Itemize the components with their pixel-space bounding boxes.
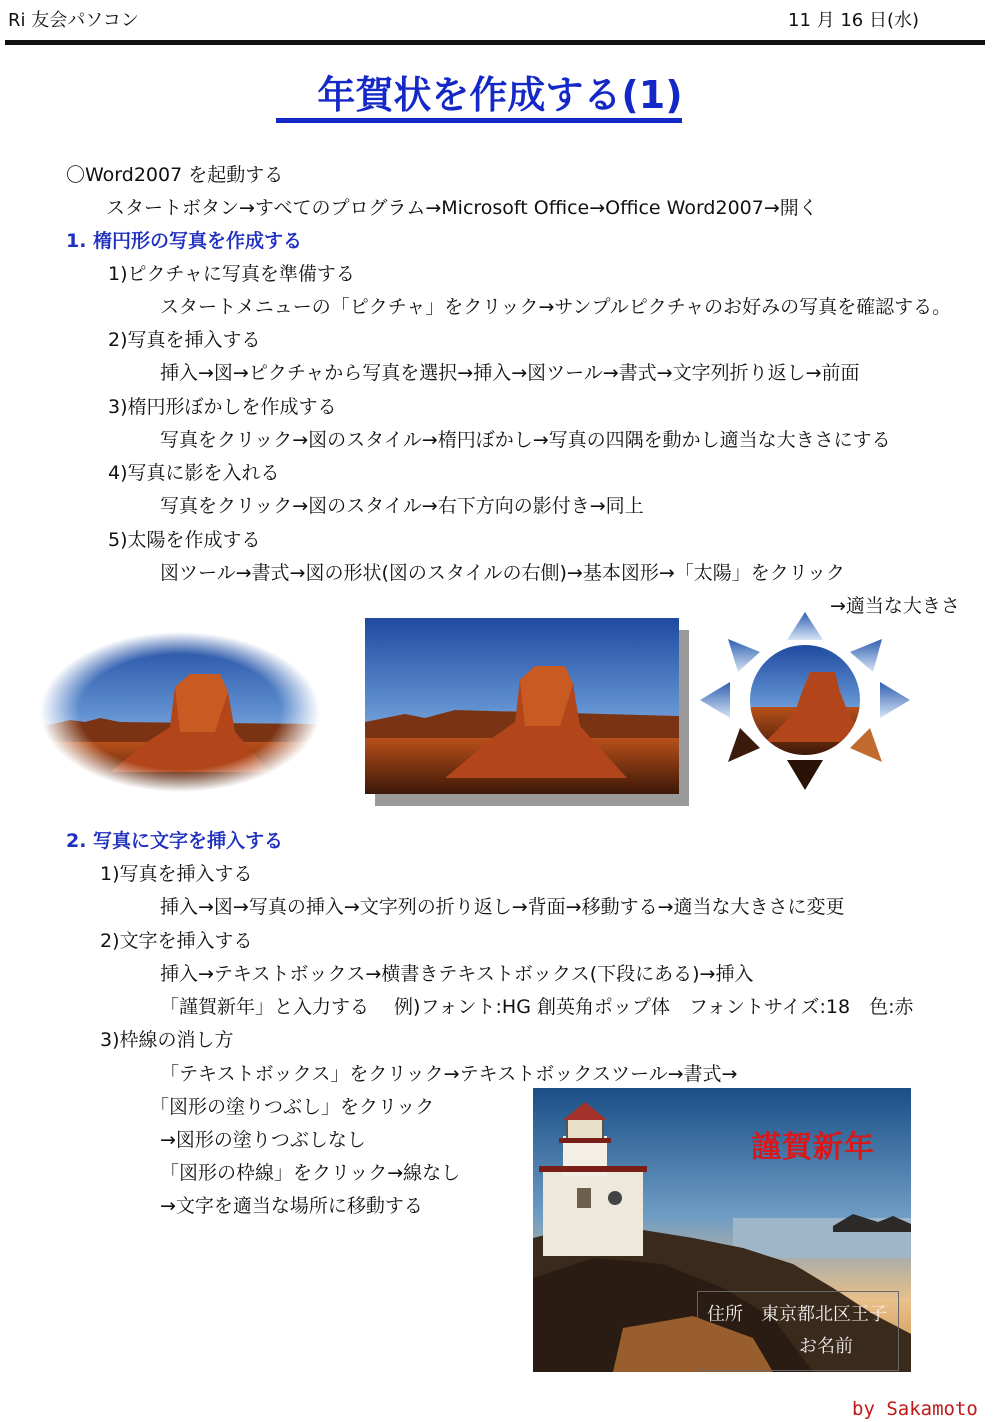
s1-step-5-detail-2: →適当な大きさ [830, 595, 960, 617]
s2-step-2-label: 2)文字を挿入する [100, 930, 253, 952]
section-2-heading: 2. 写真に文字を挿入する [66, 830, 284, 852]
oval-photo-example [40, 632, 320, 792]
intro-line-2: スタートボタン→すべてのプログラム→Microsoft Office→Office Word2007→開く [106, 197, 818, 219]
sun-photo-example [700, 612, 910, 790]
s1-step-5-label: 5)太陽を作成する [108, 529, 261, 551]
author-byline: by Sakamoto [852, 1398, 978, 1420]
s1-step-3-detail: 写真をクリック→図のスタイル→楕円ぼかし→写真の四隅を動かし適当な大きさにする [160, 429, 891, 451]
new-year-card [533, 1088, 911, 1372]
s1-step-2-detail: 挿入→図→ピクチャから写真を選択→挿入→図ツール→書式→文字列折り返し→前面 [160, 362, 860, 384]
card-address: 住所 東京都北区王子 [707, 1304, 887, 1325]
card-name: お名前 [799, 1336, 853, 1357]
s2-step-3-line-5: →文字を適当な場所に移動する [160, 1195, 423, 1217]
s1-step-1-label: 1)ピクチャに写真を準備する [108, 263, 355, 285]
s2-step-1-detail: 挿入→図→写真の挿入→文字列の折り返し→背面→移動する→適当な大きさに変更 [160, 896, 845, 918]
s1-step-2-label: 2)写真を挿入する [108, 329, 261, 351]
header-date: 11 月 16 日(水) [788, 10, 920, 31]
s1-step-4-detail: 写真をクリック→図のスタイル→右下方向の影付き→同上 [160, 495, 644, 517]
s1-step-5-detail: 図ツール→書式→図の形状(図のスタイルの右側)→基本図形→「太陽」をクリック [160, 562, 845, 584]
s2-step-3-line-4: 「図形の枠線」をクリック→線なし [160, 1162, 461, 1184]
card-greeting: 謹賀新年 [751, 1130, 875, 1165]
s1-step-4-label: 4)写真に影を入れる [108, 462, 280, 484]
s2-step-1-label: 1)写真を挿入する [100, 863, 253, 885]
section-1-heading: 1. 楕円形の写真を作成する [66, 230, 303, 252]
header-rule [5, 40, 985, 45]
s2-step-3-line-2: 「図形の塗りつぶし」をクリック [150, 1096, 435, 1118]
intro-line-1: 〇Word2007 を起動する [66, 164, 284, 186]
header-left: Ri 友会パソコン [8, 10, 139, 31]
title-underline [276, 118, 682, 123]
page-title: 年賀状を作成する(1) [317, 73, 683, 117]
s2-step-3-line-3: →図形の塗りつぶしなし [160, 1129, 366, 1151]
s2-step-2-detail-2: 「謹賀新年」と入力する 例)フォント:HG 創英角ポップ体 フォントサイズ:18 色:赤 [160, 996, 914, 1018]
s2-step-3-line-1: 「テキストボックス」をクリック→テキストボックスツール→書式→ [160, 1063, 738, 1085]
s2-step-2-detail: 挿入→テキストボックス→横書きテキストボックス(下段にある)→挿入 [160, 963, 754, 985]
example-images [40, 612, 990, 822]
s1-step-3-label: 3)楕円形ぼかしを作成する [108, 396, 337, 418]
s1-step-1-detail: スタートメニューの「ピクチャ」をクリック→サンプルピクチャのお好みの写真を確認する。 [160, 296, 952, 318]
s2-step-3-label: 3)枠線の消し方 [100, 1029, 234, 1051]
shadow-photo-example [365, 618, 689, 806]
